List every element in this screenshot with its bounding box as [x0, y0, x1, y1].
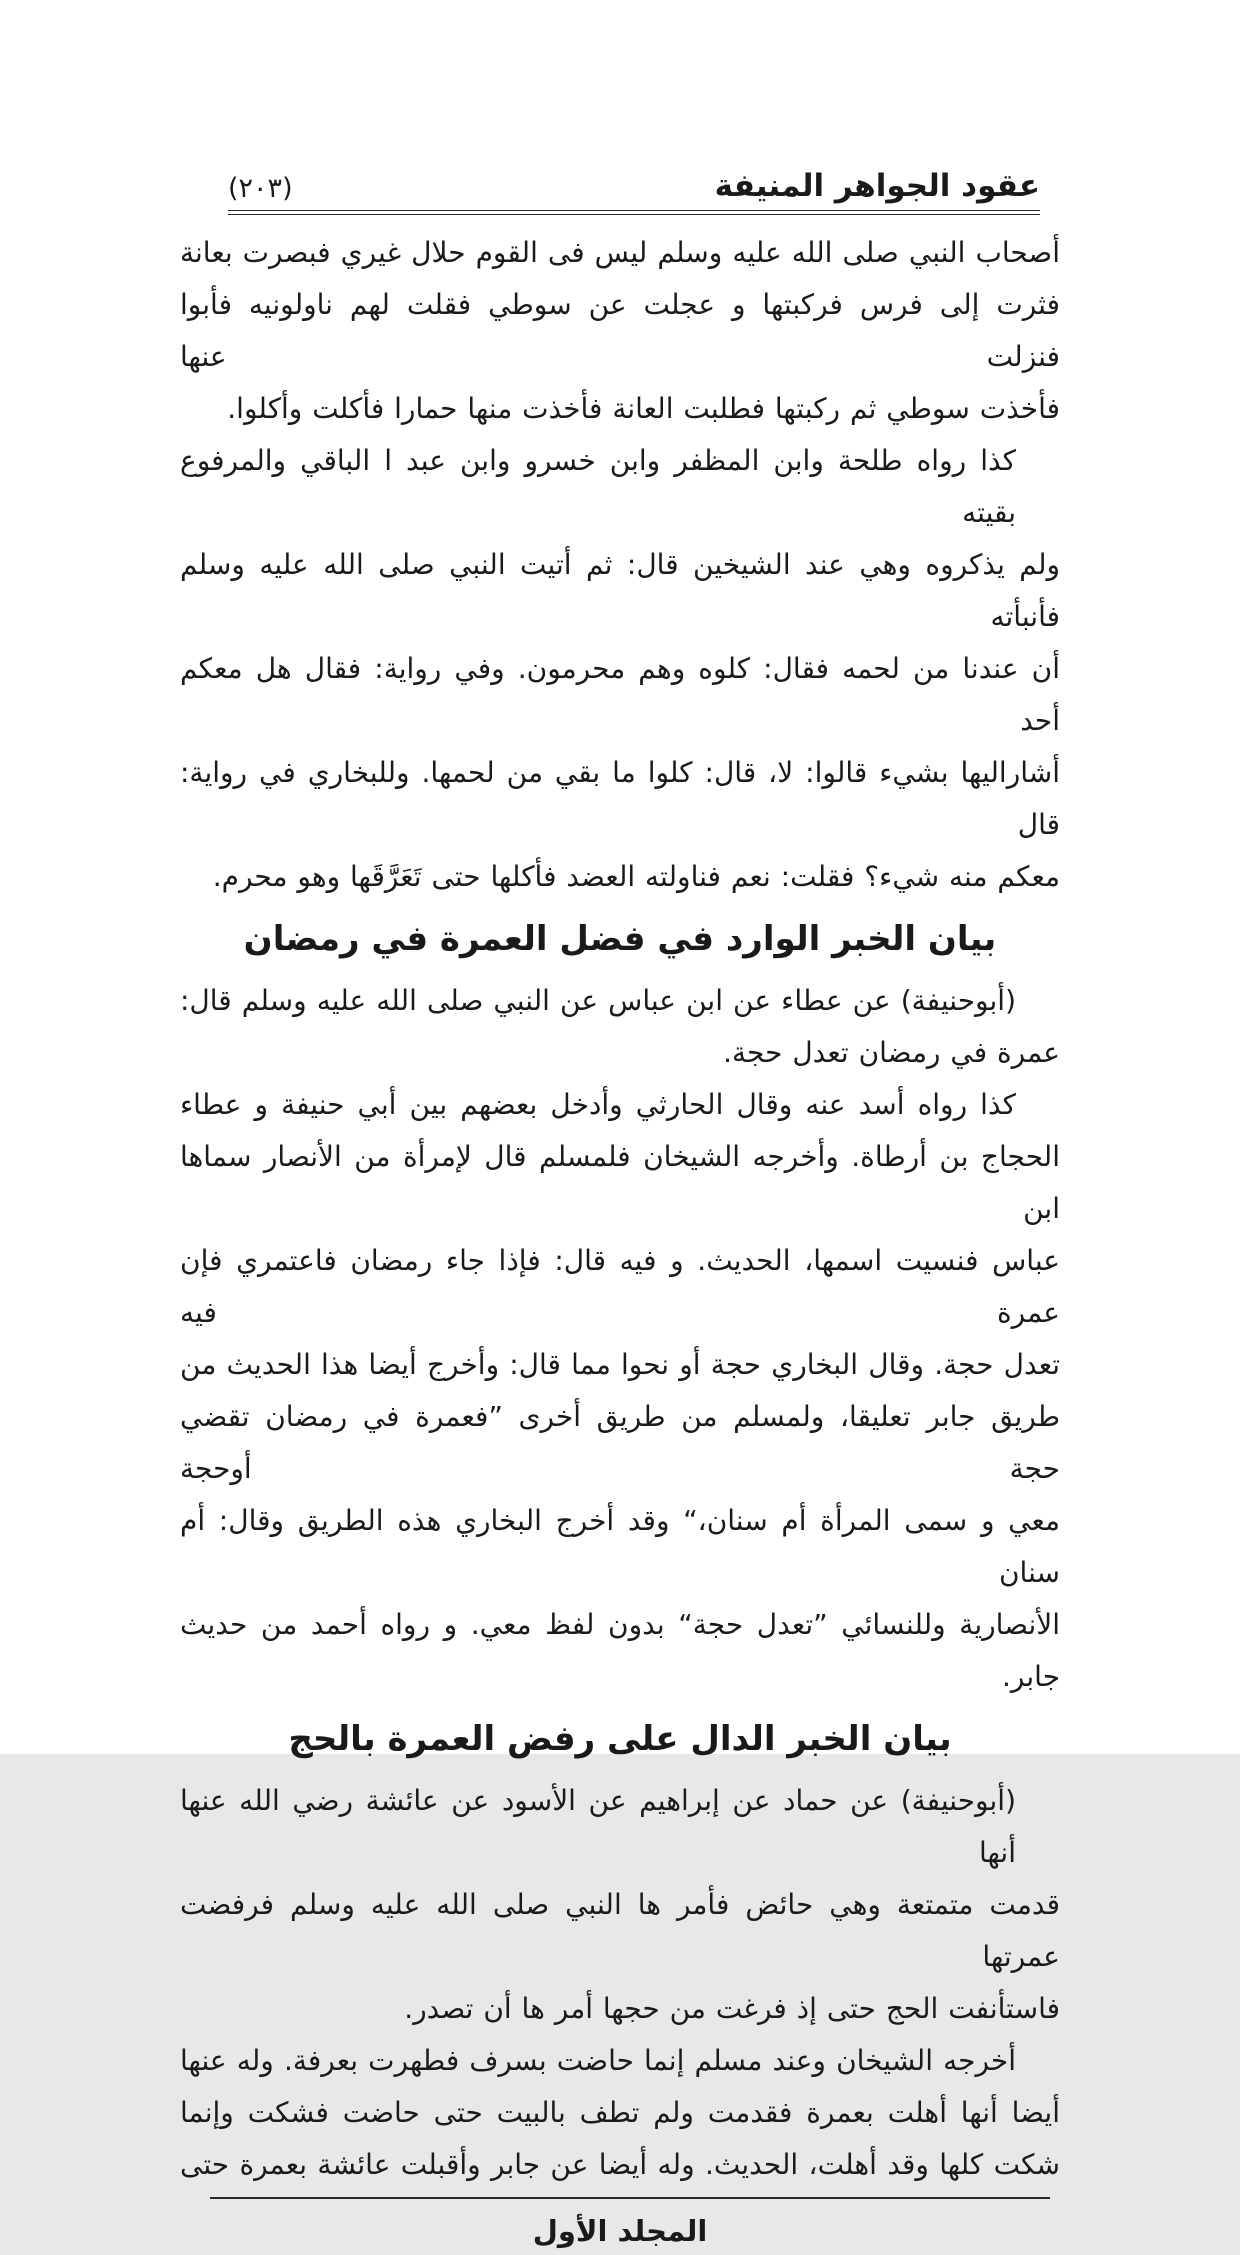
page-header	[180, 168, 1060, 210]
header-rule	[228, 210, 1040, 215]
text-block	[180, 168, 1060, 2255]
text-line: معكم منه شيء؟ فقلت: نعم فناولته العضد فأكلها حتى تَعَرَّقَها وهو محرم.	[212, 860, 1060, 893]
paragraph	[180, 1079, 1060, 1703]
footer-rule	[210, 2197, 1050, 2199]
paragraph	[180, 2035, 1060, 2191]
page-number: (٢٠٣)	[228, 173, 293, 204]
paragraph	[180, 227, 1060, 435]
text-line: فأخذت سوطي ثم ركبتها فطلبت العانة فأخذت منها حمارا فأكلت وأكلوا.	[227, 392, 1060, 425]
text-line: ولم يذكروه وهي عند الشيخين قال: ثم أتيت النبي صلى الله عليه وسلم فأنبأته	[180, 548, 1060, 633]
text-line: تعدل حجة. وقال البخاري حجة أو نحوا مما قال: وأخرج أيضا هذا الحديث من	[180, 1348, 1060, 1381]
text-line: أيضا أنها أهلت بعمرة فقدمت ولم تطف بالبيت حتى حاضت فشكت وإنما	[180, 2096, 1060, 2129]
text-line: شكت كلها وقد أهلت، الحديث. وله أيضا عن جابر وأقبلت عائشة بعمرة حتى	[180, 2148, 1060, 2181]
text-line: الحجاج بن أرطاة. وأخرجه الشيخان فلمسلم قال لإمرأة من الأنصار سماها ابن	[180, 1140, 1060, 1225]
text-line: قدمت متمتعة وهي حائض فأمر ها النبي صلى الله عليه وسلم فرفضت عمرتها	[180, 1888, 1060, 1973]
text-line: فثرت إلى فرس فركبتها و عجلت عن سوطي فقلت لهم ناولونيه فأبوا فنزلت عنها	[180, 288, 1060, 373]
section-heading: بيان الخبر الوارد في فضل العمرة في رمضان	[243, 919, 997, 959]
text-line: معي و سمى المرأة أم سنان،“ وقد أخرج البخاري هذه الطريق وقال: أم سنان	[180, 1504, 1060, 1589]
text-line: (أبوحنيفة) عن عطاء عن ابن عباس عن النبي صلى الله عليه وسلم قال:	[180, 984, 1016, 1017]
text-line: كذا رواه طلحة وابن المظفر وابن خسرو وابن عبد ا الباقي والمرفوع بقيته	[180, 444, 1016, 529]
book-title: عقود الجواهر المنيفة	[714, 168, 1040, 204]
paragraph	[180, 435, 1060, 903]
text-line: عباس فنسيت اسمها، الحديث. و فيه قال: فإذا جاء رمضان فاعتمري فإن عمرة فيه	[180, 1244, 1060, 1329]
text-line: أصحاب النبي صلى الله عليه وسلم ليس فى القوم حلال غيري فبصرت بعانة	[180, 236, 1060, 269]
text-line: (أبوحنيفة) عن حماد عن إبراهيم عن الأسود عن عائشة رضي الله عنها أنها	[180, 1784, 1016, 1869]
text-line: كذا رواه أسد عنه وقال الحارثي وأدخل بعضهم بين أبي حنيفة و عطاء	[180, 1088, 1016, 1121]
page-content	[180, 227, 1060, 2191]
text-line: أن عندنا من لحمه فقال: كلوه وهم محرمون. وفي رواية: فقال هل معكم أحد	[180, 652, 1060, 737]
volume-label: المجلد الأول	[532, 2214, 708, 2248]
text-line: الأنصارية وللنسائي ”تعدل حجة“ بدون لفظ معي. و رواه أحمد من حديث جابر.	[180, 1608, 1060, 1693]
paragraph	[180, 975, 1060, 1079]
text-line: أشاراليها بشيء قالوا: لا، قال: كلوا ما بقي من لحمها. وللبخاري في رواية: قال	[180, 756, 1060, 841]
text-line: عمرة في رمضان تعدل حجة.	[723, 1036, 1060, 1069]
paragraph	[180, 1775, 1060, 2035]
text-line: فاستأنفت الحج حتى إذ فرغت من حجها أمر ها أن تصدر.	[404, 1992, 1060, 2025]
text-line: أخرجه الشيخان وعند مسلم إنما حاضت بسرف فطهرت بعرفة. وله عنها	[180, 2044, 1016, 2077]
section-heading: بيان الخبر الدال على رفض العمرة بالحج	[288, 1719, 952, 1759]
text-line: طريق جابر تعليقا، ولمسلم من طريق أخرى ”فعمرة في رمضان تقضي حجة أوحجة	[180, 1400, 1060, 1485]
